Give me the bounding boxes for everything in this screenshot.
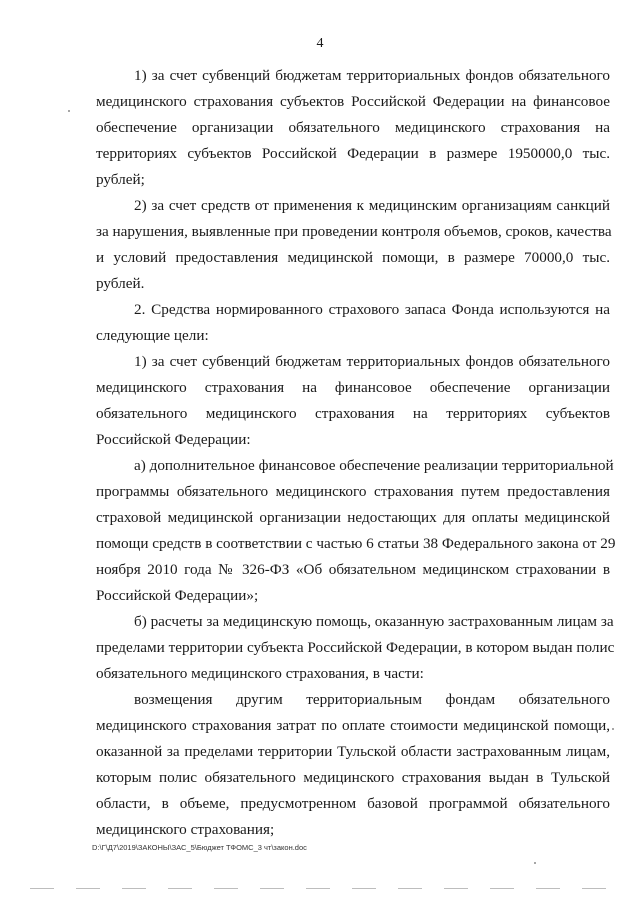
text-line: страховой медицинской организации недостающих для оплаты медицинской <box>96 509 610 526</box>
text-line: обязательного медицинского страхования на территориях субъектов <box>96 405 610 422</box>
text-line: и условий предоставления медицинской помощи, в размере 70000,0 тыс. <box>96 249 610 266</box>
text-line: Российской Федерации: <box>96 431 251 448</box>
text-line: рублей. <box>96 275 145 292</box>
text-line: пределами территории субъекта Российской Федерации, в котором выдан полис <box>96 639 615 656</box>
text-line: Российской Федерации»; <box>96 587 259 604</box>
text-line: обеспечение организации обязательного медицинского страхования на <box>96 119 610 136</box>
scan-edge-artifact <box>30 888 620 889</box>
text-line: медицинского страхования на финансовое обеспечение организации <box>96 379 610 396</box>
text-line: 1) за счет субвенций бюджетам территориальных фондов обязательного <box>134 67 610 84</box>
text-line: 1) за счет субвенций бюджетам территориальных фондов обязательного <box>134 353 610 370</box>
text-line: возмещения другим территориальным фондам обязательного <box>134 691 610 708</box>
footer-file-path: D:\Г\Д7\2019\ЗАКОНЫ\ЗАС_5\Бюджет ТФОМС_3 чт\закон.doc <box>92 843 307 852</box>
scan-speck <box>612 728 614 730</box>
text-line: ноября 2010 года № 326-ФЗ «Об обязательном медицинском страховании в <box>96 561 610 578</box>
text-line: следующие цели: <box>96 327 209 344</box>
text-line: медицинского страхования затрат по оплате стоимости медицинской помощи, <box>96 717 610 734</box>
scan-speck <box>534 862 536 864</box>
text-line: оказанной за пределами территории Тульской области застрахованным лицам, <box>96 743 610 760</box>
text-line: программы обязательного медицинского страхования путем предоставления <box>96 483 610 500</box>
text-line: рублей; <box>96 171 145 188</box>
text-line: а) дополнительное финансовое обеспечение реализации территориальной <box>134 457 614 474</box>
text-line: области, в объеме, предусмотренном базовой программой обязательного <box>96 795 610 812</box>
text-line: б) расчеты за медицинскую помощь, оказанную застрахованным лицам за <box>134 613 614 630</box>
text-line: 2) за счет средств от применения к медицинским организациям санкций <box>134 197 610 214</box>
text-line: которым полис обязательного медицинского страхования выдан в Тульской <box>96 769 610 786</box>
text-line: медицинского страхования субъектов Российской Федерации на финансовое <box>96 93 610 110</box>
scan-speck <box>68 110 70 112</box>
page-number: 4 <box>316 36 324 51</box>
text-line: за нарушения, выявленные при проведении контроля объемов, сроков, качества <box>96 223 612 240</box>
text-line: помощи средств в соответствии с частью 6 статьи 38 Федерального закона от 29 <box>96 535 616 552</box>
text-line: 2. Средства нормированного страхового запаса Фонда используются на <box>134 301 610 318</box>
text-line: обязательного медицинского страхования, в части: <box>96 665 424 682</box>
text-line: медицинского страхования; <box>96 821 275 838</box>
text-line: территориях субъектов Российской Федерации в размере 1950000,0 тыс. <box>96 145 610 162</box>
